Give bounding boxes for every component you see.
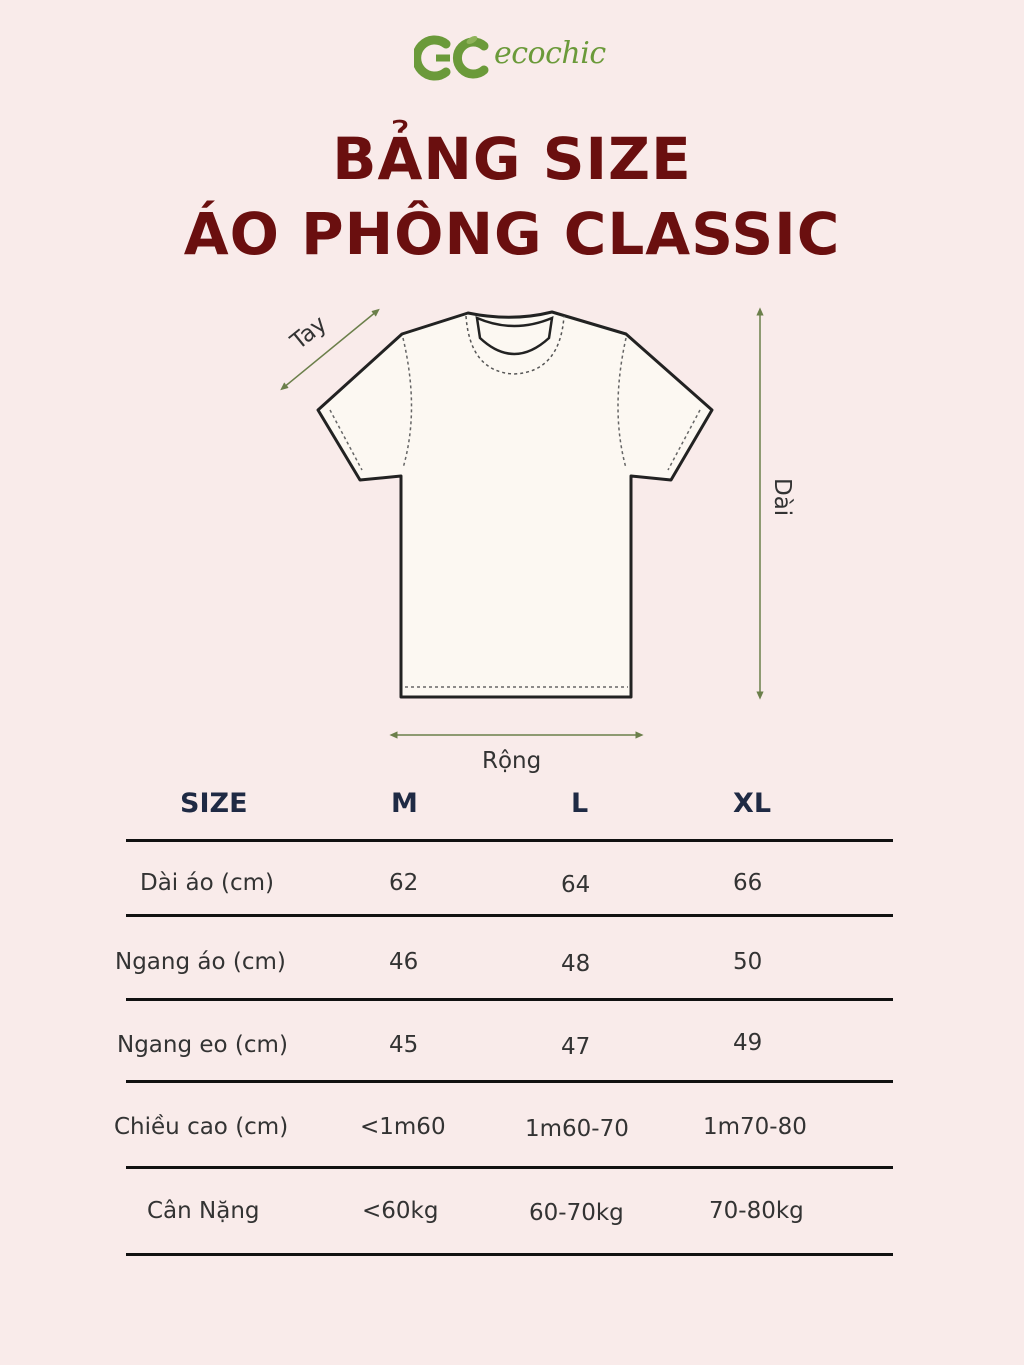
table-header-l: L [571, 788, 589, 819]
page-title-line2: ÁO PHÔNG CLASSIC [183, 200, 841, 268]
table-cell-l: 64 [561, 872, 591, 898]
table-cell-xl: 70-80kg [709, 1198, 804, 1224]
table-divider [126, 914, 893, 917]
length-label: Dài [769, 478, 795, 517]
table-cell-m: <60kg [362, 1198, 439, 1224]
table-row-label: Ngang áo (cm) [115, 949, 286, 975]
table-cell-xl: 1m70-80 [703, 1114, 807, 1140]
table-cell-xl: 49 [733, 1030, 763, 1056]
width-label: Rộng [482, 748, 542, 774]
brand-name: ecochic [494, 36, 606, 71]
table-cell-m: 62 [389, 870, 419, 896]
table-divider [126, 1166, 893, 1169]
table-divider [126, 1080, 893, 1083]
table-cell-xl: 66 [733, 870, 763, 896]
table-cell-l: 1m60-70 [525, 1116, 629, 1142]
table-cell-l: 60-70kg [529, 1200, 624, 1226]
table-row-label: Cân Nặng [147, 1198, 260, 1224]
table-cell-l: 48 [561, 951, 591, 977]
table-cell-m: 45 [389, 1032, 419, 1058]
table-row-label: Dài áo (cm) [140, 870, 274, 896]
page-title-line1: BẢNG SIZE [332, 125, 692, 193]
table-cell-l: 47 [561, 1034, 591, 1060]
table-divider [126, 839, 893, 842]
sleeve-label: Tay [286, 310, 332, 356]
table-cell-m: 46 [389, 949, 419, 975]
table-row-label: Ngang eo (cm) [117, 1032, 288, 1058]
table-header-m: M [391, 788, 418, 819]
table-divider [126, 998, 893, 1001]
table-header-xl: XL [733, 788, 772, 819]
table-cell-m: <1m60 [360, 1114, 446, 1140]
table-cell-xl: 50 [733, 949, 763, 975]
table-header-size: SIZE [180, 788, 248, 819]
table-divider [126, 1253, 893, 1256]
table-row-label: Chiều cao (cm) [114, 1114, 289, 1140]
tshirt-icon [318, 312, 712, 697]
